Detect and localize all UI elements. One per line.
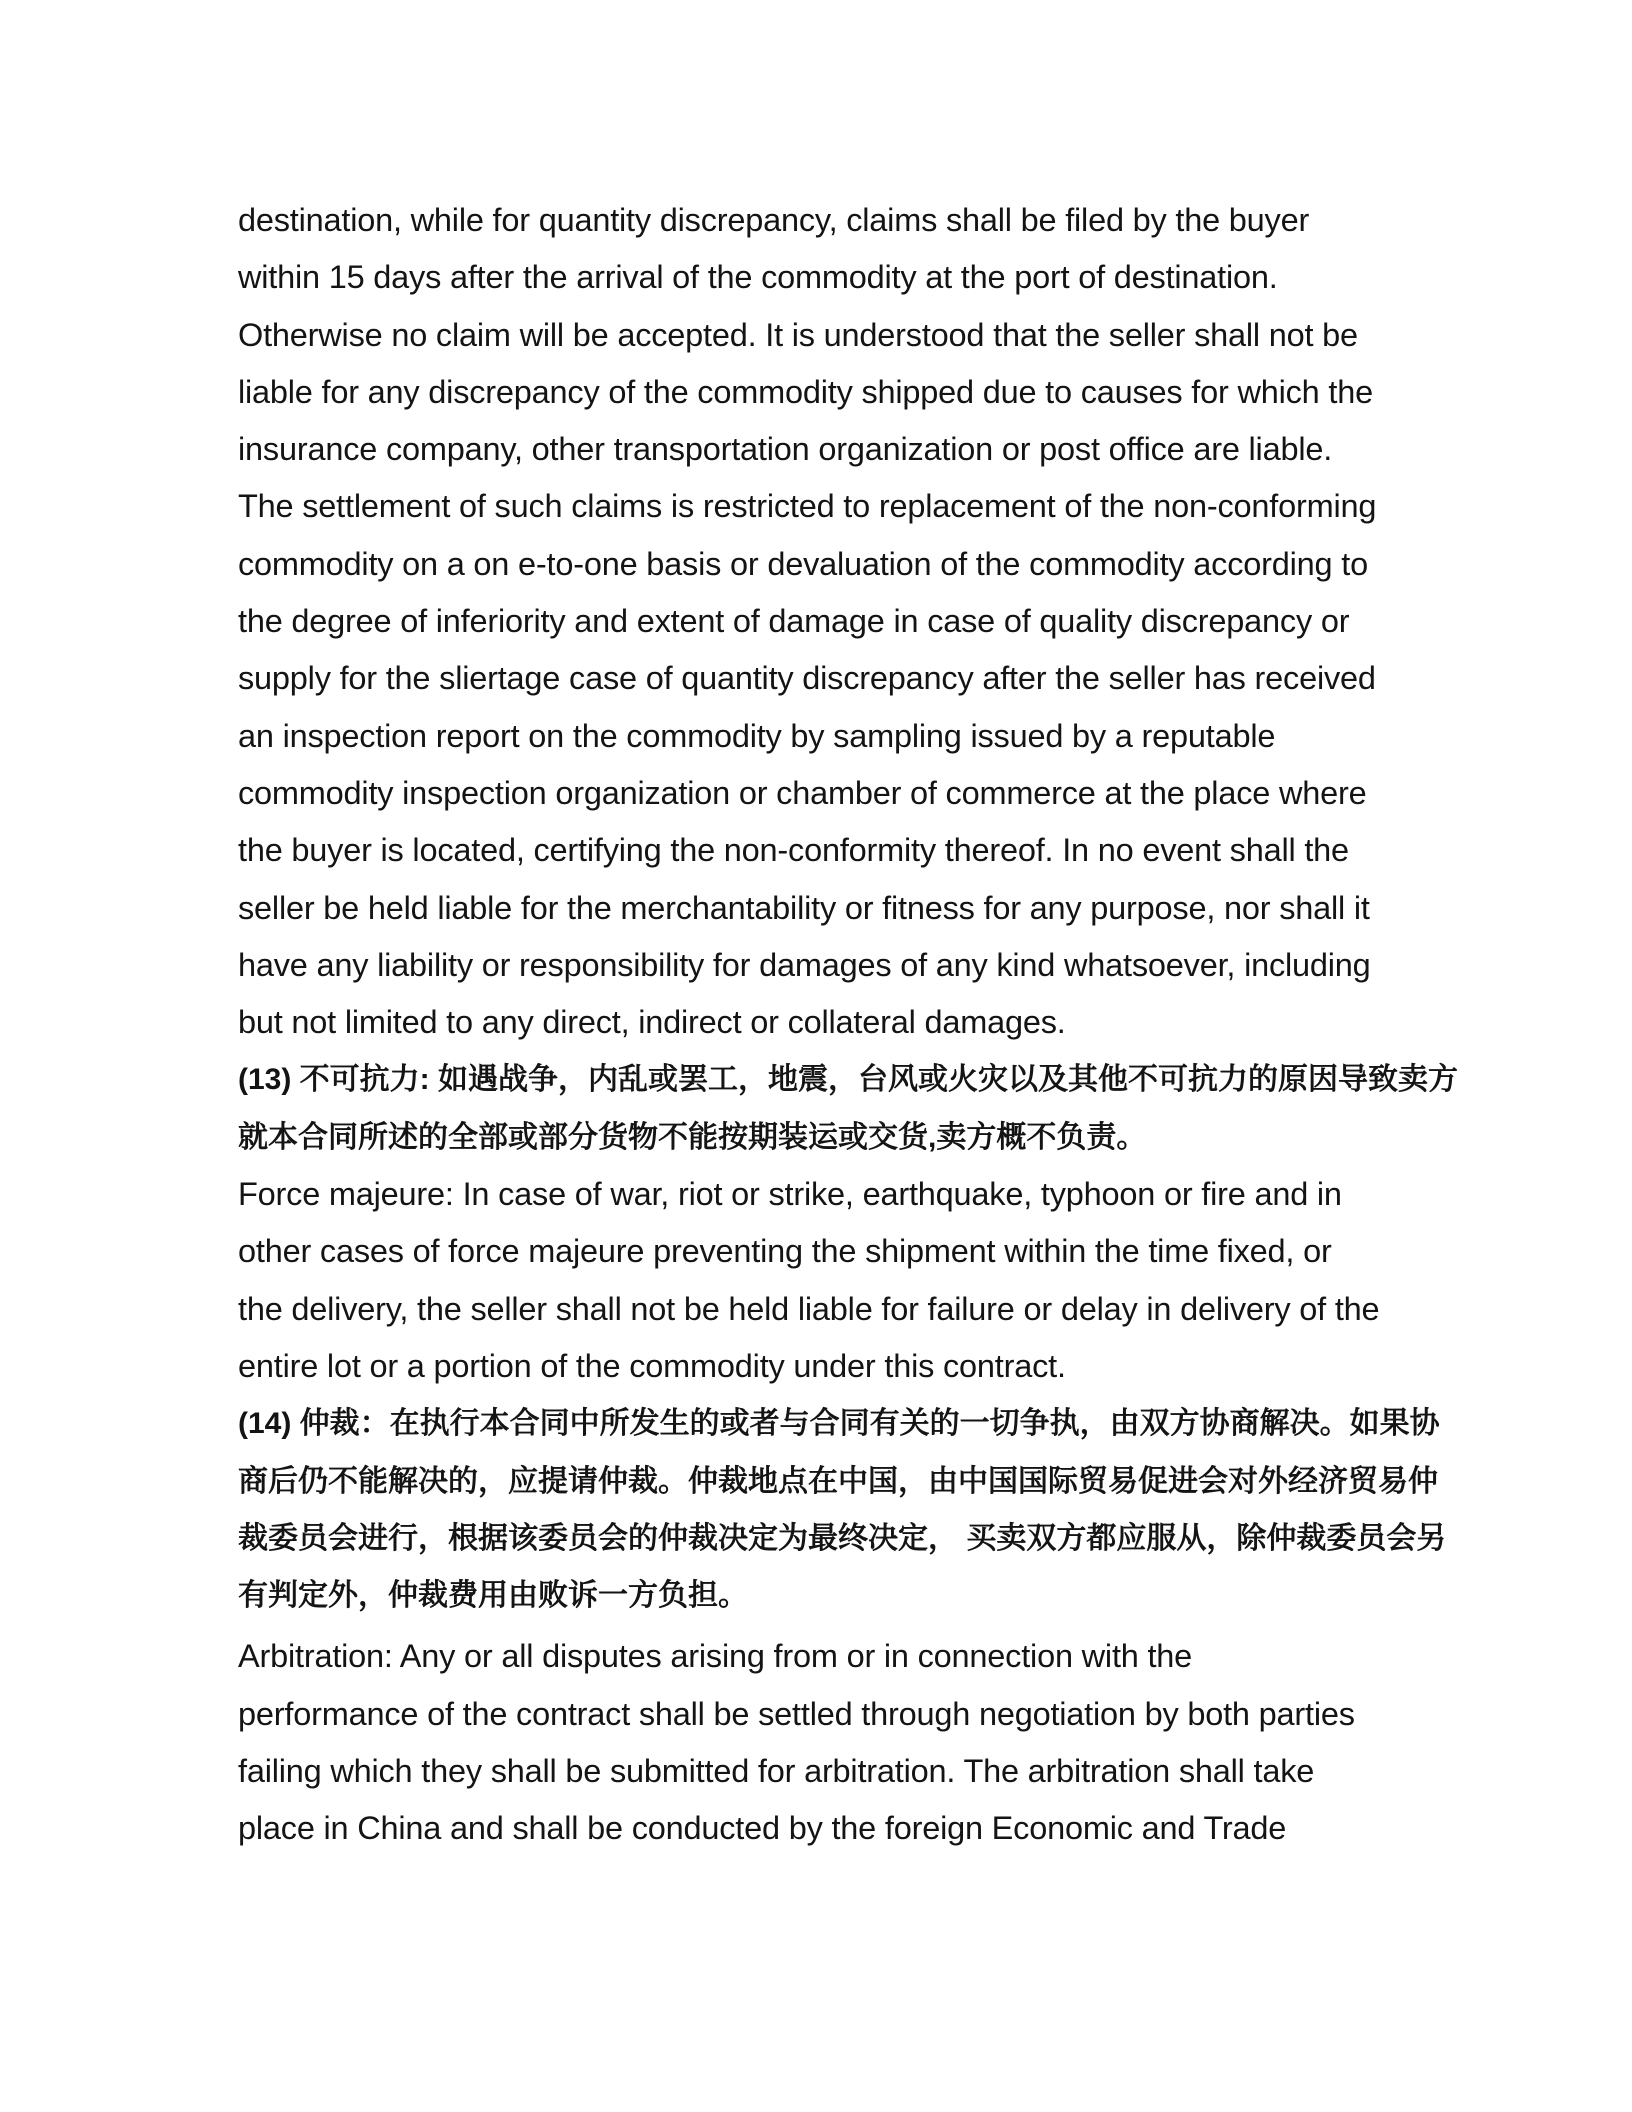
text-line: performance of the contract shall be settled through negotiation by both parties	[238, 1695, 1355, 1732]
clause-14-chinese	[238, 1395, 1478, 1624]
text-line: insurance company, other transportation organization or post office are liable.	[238, 431, 1333, 468]
text-line: the delivery, the seller shall not be held liable for failure or delay in delivery of the	[238, 1290, 1380, 1327]
text-line: within 15 days after the arrival of the commodity at the port of destination.	[238, 259, 1278, 296]
document-body	[238, 192, 1478, 1858]
text-line: commodity inspection organization or chamber of commerce at the place where	[238, 774, 1367, 811]
text-line: Arbitration: Any or all disputes arising from or in connection with the	[238, 1638, 1193, 1675]
text-line: the buyer is located, certifying the non-conformity thereof. In no event shall the	[238, 832, 1349, 869]
text-line-cn: 有判定外，仲裁费用由败诉一方负担。	[238, 1579, 748, 1613]
text-line-cn: (14) 仲裁：在执行本合同中所发生的或者与合同有关的一切争执，由双方协商解决。如果协	[238, 1407, 1440, 1441]
text-line-cn: 就本合同所述的全部或部分货物不能按期装运或交货,卖方概不负责。	[238, 1120, 1147, 1154]
text-line-cn: 商后仍不能解决的，应提请仲裁。仲裁地点在中国，由中国国际贸易促进会对外经济贸易仲	[238, 1464, 1438, 1498]
clause-14-english	[238, 1628, 1478, 1857]
text-line: but not limited to any direct, indirect or collateral damages.	[238, 1004, 1066, 1041]
text-line: failing which they shall be submitted for arbitration. The arbitration shall take	[238, 1753, 1315, 1790]
clause-13-chinese	[238, 1051, 1478, 1166]
clause-13-english	[238, 1166, 1478, 1395]
text-line: supply for the sliertage case of quantity discrepancy after the seller has received	[238, 660, 1376, 697]
text-line: the degree of inferiority and extent of damage in case of quality discrepancy or	[238, 603, 1350, 640]
text-line: entire lot or a portion of the commodity under this contract.	[238, 1347, 1066, 1384]
text-line: place in China and shall be conducted by the foreign Economic and Trade	[238, 1810, 1287, 1847]
text-line-cn: 裁委员会进行，根据该委员会的仲裁决定为最终决定， 买卖双方都应服从，除仲裁委员会另	[238, 1521, 1447, 1555]
text-line: destination, while for quantity discrepancy, claims shall be filed by the buyer	[238, 202, 1310, 238]
text-line-cn: (13) 不可抗力: 如遇战争，内乱或罢工，地震，台风或火灾以及其他不可抗力的原因导致卖方	[238, 1063, 1459, 1097]
text-line: Force majeure: In case of war, riot or strike, earthquake, typhoon or fire and in	[238, 1176, 1342, 1213]
claims-paragraph	[238, 192, 1478, 1051]
text-line: an inspection report on the commodity by sampling issued by a reputable	[238, 717, 1276, 754]
text-line: The settlement of such claims is restricted to replacement of the non-conforming	[238, 488, 1377, 525]
text-line: have any liability or responsibility for damages of any kind whatsoever, including	[238, 946, 1371, 983]
text-line: commodity on a on e-to-one basis or devaluation of the commodity according to	[238, 545, 1368, 582]
text-line: other cases of force majeure preventing the shipment within the time fixed, or	[238, 1233, 1332, 1270]
text-line: liable for any discrepancy of the commodity shipped due to causes for which the	[238, 373, 1373, 410]
text-line: Otherwise no claim will be accepted. It is understood that the seller shall not be	[238, 316, 1358, 353]
text-line: seller be held liable for the merchantability or fitness for any purpose, nor shall it	[238, 889, 1370, 926]
